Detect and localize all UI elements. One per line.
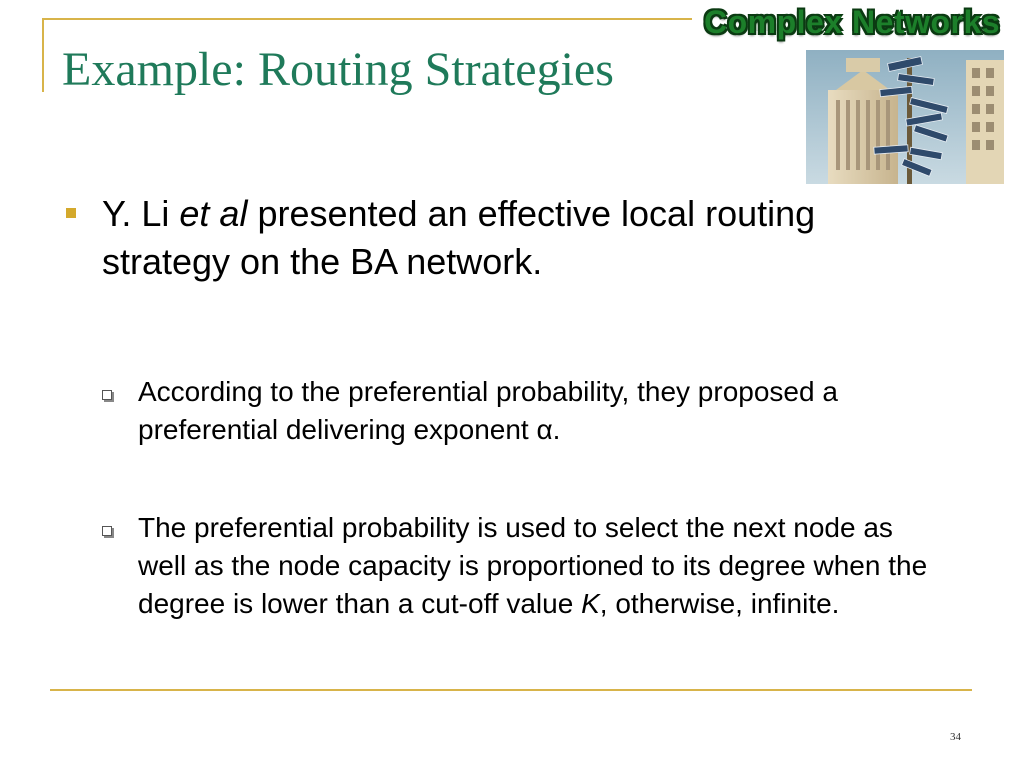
main-bullet-part2: presented an effective local routing strategy on the BA network. [102, 193, 816, 282]
title-frame-left-line [42, 18, 44, 92]
title-frame-top-line [42, 18, 692, 20]
sub-bullet-2-part2: , otherwise, infinite. [599, 588, 840, 619]
sub-bullet-marker-2 [102, 526, 112, 536]
main-bullet-marker [66, 208, 76, 218]
sub-bullet-text-2 [138, 509, 938, 623]
brand-logo-text: Complex Networks [704, 4, 1001, 40]
sub-bullet-2-italic: K [581, 588, 600, 619]
page-number: 34 [950, 731, 961, 743]
sub-bullet-2-part1: The preferential probability is used to select the next node as well as the node capacity is proportioned to its degree when the degree is lower than a cut-off value [138, 512, 928, 619]
footer-divider [50, 689, 972, 691]
sub-bullet-marker-1 [102, 390, 112, 400]
slide-title: Example: Routing Strategies [62, 43, 614, 96]
signpost-photo [806, 50, 1004, 184]
main-bullet-part1: Y. Li [102, 193, 180, 234]
sub-bullet-text-1: According to the preferential probability, they proposed a preferential delivering exponent α. [138, 376, 838, 445]
main-bullet-text [102, 190, 892, 286]
main-bullet-italic: et al [179, 193, 248, 234]
